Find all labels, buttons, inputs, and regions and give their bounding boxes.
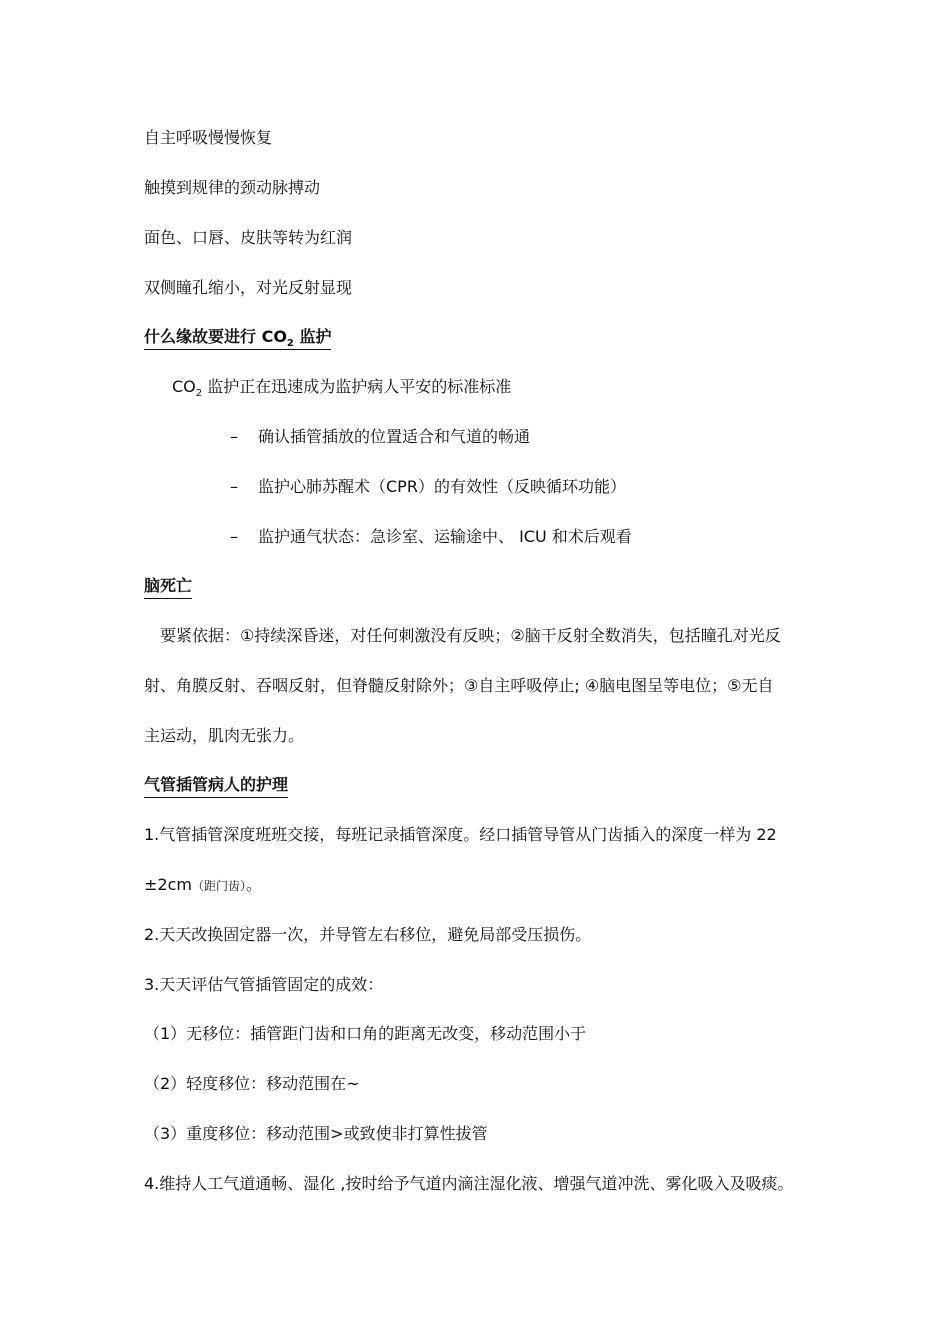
co2-heading-text: 什么缘故要进行 CO xyxy=(144,327,287,346)
co2-bullet-1 xyxy=(230,426,530,448)
care-item-3: 3.天天评估气管插管固定的成效： xyxy=(144,975,384,994)
bullet-dash: – xyxy=(230,427,238,446)
care-item-4: 4.维持人工气道通畅、湿化 ,按时给予气道内滴注湿化液、增强气道冲洗、雾化吸入及吸痰。 xyxy=(144,1174,794,1193)
bullet-dash: – xyxy=(230,477,238,496)
co2-bullet-2 xyxy=(230,476,626,498)
co2-intro xyxy=(172,376,511,398)
bullet-text: 确认插管插放的位置适合和气道的畅通 xyxy=(258,427,531,446)
text-line-2: 触摸到规律的颈动脉搏动 xyxy=(144,178,321,197)
text-line-1: 自主呼吸慢慢恢复 xyxy=(144,128,273,147)
co2-intro-subscript: 2 xyxy=(195,388,203,399)
co2-heading-text-end: 监护 xyxy=(293,327,332,346)
care-item-1-depth: ±2cm xyxy=(144,875,192,894)
care-sub-item-2: （2）轻度移位：移动范围在~ xyxy=(144,1074,360,1093)
brain-death-para-line-3: 主运动，肌肉无张力。 xyxy=(144,726,305,745)
brain-death-para-line-2: 射、角膜反射、吞咽反射，但脊髓反射除外；③自主呼吸停止; ④脑电图呈等电位；⑤无自 xyxy=(144,676,774,695)
co2-bullet-3 xyxy=(230,526,632,548)
care-item-1-line-1: 1.气管插管深度班班交接，每班记录插管深度。经口插管导管从门齿插入的深度一样为 22 xyxy=(144,825,777,844)
intubation-care-heading: 气管插管病人的护理 xyxy=(144,774,288,798)
co2-intro-text: CO xyxy=(172,377,196,396)
brain-death-heading: 脑死亡 xyxy=(144,575,192,599)
co2-heading-subscript: 2 xyxy=(286,338,294,349)
care-item-2: 2.天天改换固定器一次，并导管左右移位，避免局部受压损伤。 xyxy=(144,925,592,944)
text-line-3: 面色、口唇、皮肤等转为红润 xyxy=(144,228,353,247)
care-item-1-end: 。 xyxy=(245,875,262,894)
care-sub-item-1: （1）无移位：插管距门齿和口角的距离无改变，移动范围小于 xyxy=(144,1024,587,1043)
co2-intro-text-end: 监护正在迅速成为监护病人平安的标准标准 xyxy=(202,377,512,396)
care-sub-item-3: （3）重度移位：移动范围>或致使非打算性拔管 xyxy=(144,1124,488,1143)
bullet-text: 监护通气状态：急诊室、运输途中、 ICU 和术后观看 xyxy=(258,527,632,546)
care-item-1-line-2 xyxy=(144,874,262,897)
bullet-text: 监护心肺苏醒术（CPR）的有效性（反映循环功能） xyxy=(258,477,626,496)
brain-death-para-line-1: 要紧依据：①持续深昏迷，对任何刺激没有反映；②脑干反射全数消失，包括瞳孔对光反 xyxy=(160,626,781,645)
text-line-4: 双侧瞳孔缩小，对光反射显现 xyxy=(144,278,353,297)
co2-heading xyxy=(144,326,331,350)
bullet-dash: – xyxy=(230,527,238,546)
care-item-1-note: （距门齿） xyxy=(191,879,246,893)
